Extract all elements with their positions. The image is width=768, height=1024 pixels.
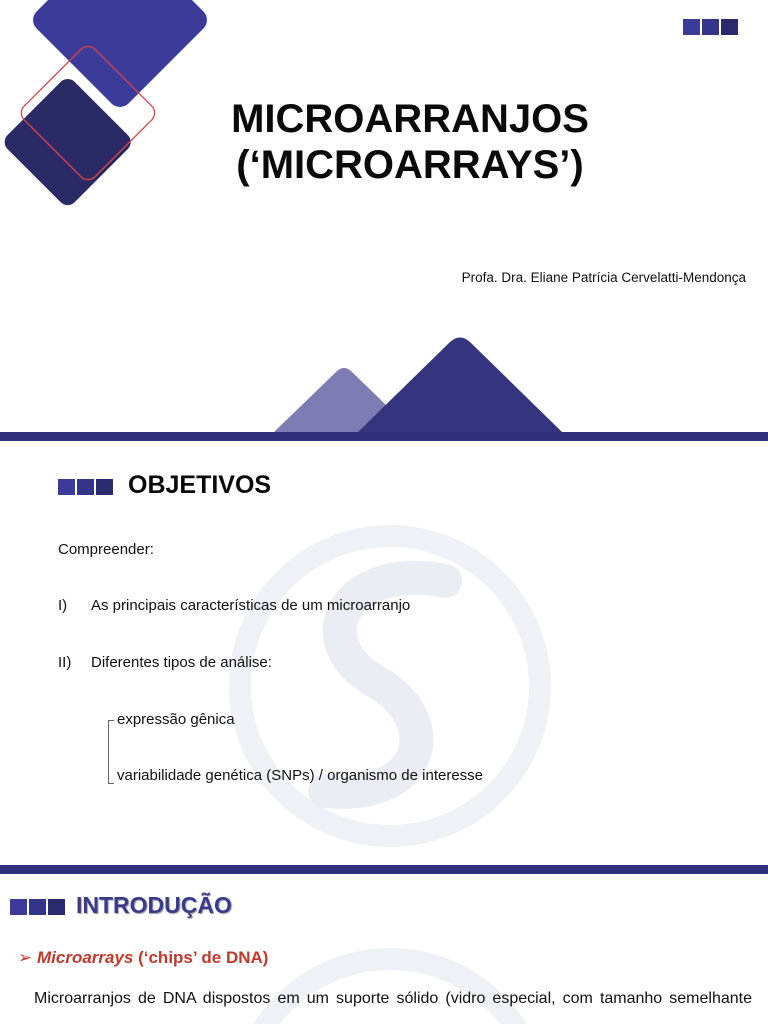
author-name: Profa. Dra. Eliane Patrícia Cervelatti-Mendonça <box>461 270 746 285</box>
decorative-triangles <box>260 330 590 432</box>
introduction-heading: INTRODUÇÃO <box>76 892 232 918</box>
bullet-item <box>18 948 268 968</box>
intro-paragraph: Microarranjos de DNA dispostos em um suporte sólido (vidro especial, com tamanho semelhante <box>34 990 752 1007</box>
bullet-italic-term: Microarrays <box>36 948 134 967</box>
heading-marker-squares <box>10 899 65 915</box>
slide-separator <box>0 432 768 441</box>
title-slide <box>0 0 768 432</box>
arrow-bullet-icon: ➢ <box>18 948 33 967</box>
slide-title <box>150 96 670 188</box>
bullet-rest: (‘chips’ de DNA) <box>133 948 269 967</box>
watermark-logo <box>225 944 555 1024</box>
item-1-text: As principais características de um microarranjo <box>91 597 411 614</box>
title-line-2: (‘MICROARRAYS’) <box>236 143 584 187</box>
sub-items-bracket <box>108 720 114 784</box>
slide-separator <box>0 865 768 874</box>
introduction-slide <box>0 874 768 1024</box>
item-2-numeral: II) <box>58 654 72 671</box>
objectives-intro: Compreender: <box>58 541 154 558</box>
item-1-numeral: I) <box>58 597 68 614</box>
objectives-slide <box>0 441 768 865</box>
sub-item-2: variabilidade genética (SNPs) / organismo de interesse <box>117 767 484 784</box>
heading-marker-squares <box>58 479 113 495</box>
watermark-logo <box>225 521 555 851</box>
objectives-heading: OBJETIVOS <box>128 471 272 499</box>
item-2-text: Diferentes tipos de análise: <box>91 654 272 671</box>
title-line-1: MICROARRANJOS <box>231 97 589 141</box>
slide-marker-squares <box>683 19 738 35</box>
sub-item-1: expressão gênica <box>117 711 235 728</box>
